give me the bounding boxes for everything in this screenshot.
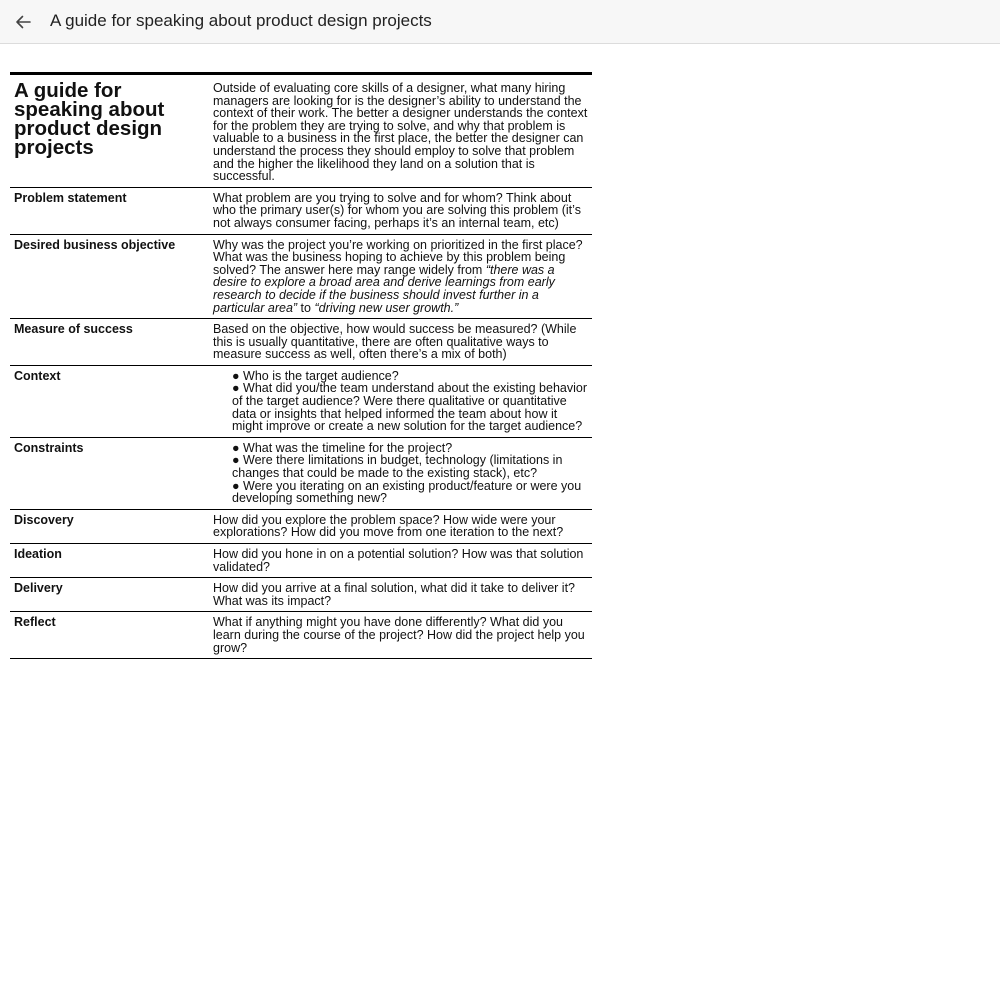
objective-quote-1: “there was a desire to explore a broad area and derive learnings from early research to decide if the business should invest further in a particular area” [213, 262, 555, 315]
section-label: Desired business objective [14, 237, 176, 252]
section-label: Ideation [14, 547, 62, 561]
section-text: How did you arrive at a final solution, what did it take to deliver it? What was its impact? [213, 581, 575, 608]
section-context [10, 366, 592, 438]
section-ideation [10, 544, 592, 578]
section-text: How did you explore the problem space? How wide were your explorations? How did you move from one iteration to the next? [213, 512, 564, 540]
objective-text-2: to [297, 300, 315, 315]
arrow-left-icon [14, 13, 32, 31]
section-bullets [213, 438, 592, 509]
intro-row [10, 75, 592, 188]
section-label: Constraints [14, 440, 84, 455]
section-text [213, 235, 592, 319]
section-constraints [10, 438, 592, 510]
back-button[interactable] [10, 9, 36, 35]
section-business-objective [10, 235, 592, 320]
objective-quote-2: “driving new user growth.” [314, 300, 459, 315]
guide-document [10, 72, 592, 659]
section-problem-statement [10, 188, 592, 235]
section-label: Context [14, 368, 61, 383]
section-label: Measure of success [14, 322, 133, 337]
top-bar [0, 0, 1000, 44]
section-label: Reflect [14, 615, 56, 630]
section-text: Based on the objective, how would success be measured? (While this is usually quantitative, there are often qualitative ways to measure success as well, often there’s a mix of both) [213, 322, 577, 362]
section-bullets [213, 366, 592, 437]
page-title: A guide for speaking about product design projects [50, 11, 432, 30]
bullet-item: ● Were you iterating on an existing product/feature or were you developing something new? [232, 478, 582, 506]
bullet-item: ● What did you/the team understand about the existing behavior of the target audience? Were there qualitative or quantitative data or insights that helped informed the team about how it might improve or create a new solution for the target audience? [232, 381, 587, 434]
section-measure-of-success [10, 319, 592, 366]
bullet-item: ● Were there limitations in budget, technology (limitations in changes that could be made to the existing stack), etc? [232, 453, 563, 481]
intro-text: Outside of evaluating core skills of a designer, what many hiring managers are looking for is the designer’s ability to understand the context of their work. The better a designer understands the context for the problem they are trying to solve, and why that problem is valuable to a business in the first place, the better the designer can understand the process they should employ to solve that problem and the higher the likelihood they land on a solution that is successful. [213, 81, 588, 184]
section-reflect [10, 612, 592, 659]
section-discovery [10, 510, 592, 544]
document-title: A guide for speaking about product design projects [14, 79, 165, 159]
section-label: Discovery [14, 512, 74, 527]
section-delivery [10, 578, 592, 612]
section-text: What problem are you trying to solve and for whom? Think about who the primary user(s) for whom you are solving this problem (it’s not always consumer facing, perhaps it’s an internal team, etc) [213, 190, 581, 230]
section-label: Problem statement [14, 190, 127, 205]
bullet-item: ● What was the timeline for the project? [232, 440, 453, 455]
section-label: Delivery [14, 581, 63, 596]
objective-text-1: Why was the project you’re working on prioritized in the first place? What was the business hoping to achieve by this problem being solved? The answer here may range widely from [213, 237, 583, 277]
bullet-item: ● Who is the target audience? [232, 368, 399, 383]
section-text: How did you hone in on a potential solution? How was that solution validated? [213, 547, 584, 574]
section-text: What if anything might you have done differently? What did you learn during the course of the project? How did the project help you grow? [213, 615, 585, 655]
